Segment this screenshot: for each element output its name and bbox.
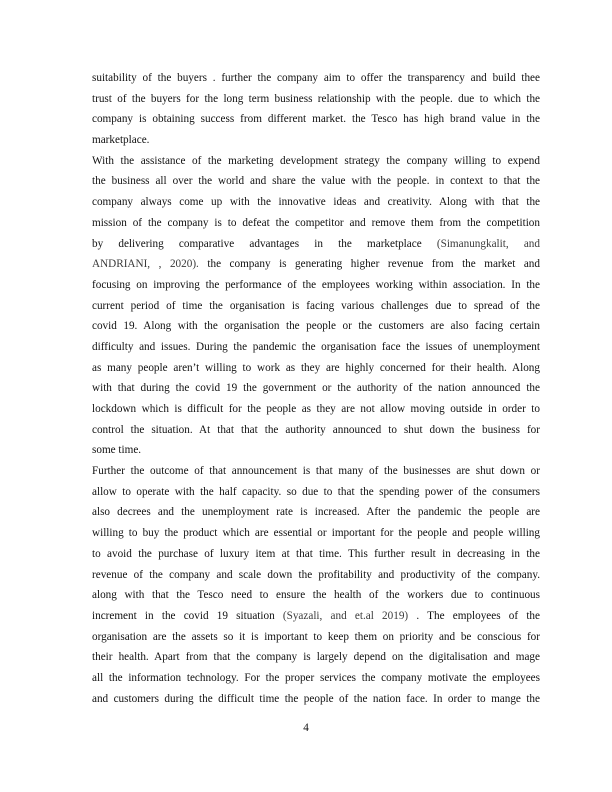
text-line: [92, 234, 540, 255]
line-text: the company is generating higher revenue from the market and: [198, 258, 540, 271]
text-line: [92, 171, 540, 192]
page-number: 4: [303, 722, 309, 734]
line-text: all the information technology. For the proper services the company motivate the employees: [92, 671, 540, 684]
text-line: [92, 585, 540, 606]
line-text: suitability of the buyers . further the company aim to offer the transparency and build thee: [92, 72, 540, 84]
line-text: company always come up with the innovative ideas and creativity. Along with that the: [92, 196, 540, 209]
line-text: Further the outcome of that announcement is that many of the businesses are shut down or: [92, 465, 540, 478]
text-line: [92, 109, 540, 130]
text-line: [92, 378, 540, 399]
line-text: With the assistance of the marketing development strategy the company willing to expend: [92, 154, 540, 167]
line-text: lockdown which is difficult for the people as they are not allow moving outside in order to: [92, 403, 540, 415]
line-text: and customers during the difficult time the people of the nation face. In order to mange the: [92, 692, 540, 705]
text-line: [92, 647, 540, 668]
line-text: control the situation. At that that the authority announced to shut down the business for: [92, 423, 540, 436]
line-text: willing to buy the product which are essential or important for the people and people willing: [92, 527, 540, 540]
text-line: [92, 399, 540, 420]
line-text: along with that the Tesco need to ensure the health of the workers due to continuous: [92, 589, 540, 602]
line-text: with that during the covid 19 the government or the authority of the nation announced the: [92, 382, 540, 395]
text-line: [92, 523, 540, 544]
line-text: focusing on improving the performance of the employees working within association. In the: [92, 278, 540, 291]
text-line: [92, 502, 540, 523]
line-text: marketplace.: [92, 134, 150, 147]
line-text: also decrees and the unemployment rate is increased. After the pandemic the people are: [92, 506, 540, 519]
line-text: the business all over the world and share the value with the people. in context to that the: [92, 175, 540, 188]
line-text: organisation are the assets so it is important to keep them on priority and be conscious for: [92, 630, 540, 643]
line-text: revenue of the company and scale down the profitability and productivity of the company.: [92, 568, 540, 581]
line-text: to avoid the purchase of luxury item at that time. This further result in decreasing in the: [92, 547, 540, 560]
line-text: covid 19. Along with the organisation the people or the customers are also facing certain: [92, 320, 540, 333]
line-text: allow to operate with the half capacity. so due to that the spending power of the consumers: [92, 485, 540, 498]
line-text: their health. Apart from that the company is largely depend on the digitalisation and mage: [92, 651, 540, 664]
text-line: [92, 130, 540, 151]
citation: (Simanungkalit, and: [436, 237, 540, 250]
citation: ANDRIANI, , 2020).: [92, 258, 199, 271]
line-text: as many people aren’t willing to work as they are highly concerned for their health. Along: [92, 361, 540, 374]
body-text: [92, 68, 540, 709]
text-line: [92, 275, 540, 296]
line-text: increment in the covid 19 situation: [92, 609, 283, 622]
text-line: [92, 68, 540, 89]
text-line: [92, 316, 540, 337]
line-text-after: . The employees of the: [408, 609, 540, 622]
text-line: [92, 606, 540, 627]
text-line: [92, 440, 540, 461]
text-line: [92, 89, 540, 110]
text-line: [92, 337, 540, 358]
text-line: [92, 192, 540, 213]
text-line: [92, 420, 540, 441]
text-line: [92, 254, 540, 275]
text-line: [92, 482, 540, 503]
line-text: mission of the company is to defeat the competitor and remove them from the competition: [92, 216, 540, 229]
line-text: difficulty and issues. During the pandemic the organisation face the issues of unemployment: [92, 340, 540, 353]
text-line: [92, 358, 540, 379]
text-line: [92, 151, 540, 172]
text-line: [92, 461, 540, 482]
line-text: trust of the buyers for the long term business relationship with the people. due to which the: [92, 92, 540, 105]
text-line: [92, 689, 540, 710]
line-text: by delivering comparative advantages in the marketplace: [92, 237, 437, 250]
text-line: [92, 565, 540, 586]
text-line: [92, 668, 540, 689]
text-line: [92, 296, 540, 317]
line-text: current period of time the organisation is facing various challenges due to spread of the: [92, 299, 540, 312]
text-line: [92, 544, 540, 565]
text-line: [92, 627, 540, 648]
line-text: some time.: [92, 444, 142, 457]
text-line: [92, 213, 540, 234]
line-text: company is obtaining success from different market. the Tesco has high brand value in the: [92, 113, 540, 126]
citation: (Syazali, and et.al 2019): [282, 609, 409, 622]
